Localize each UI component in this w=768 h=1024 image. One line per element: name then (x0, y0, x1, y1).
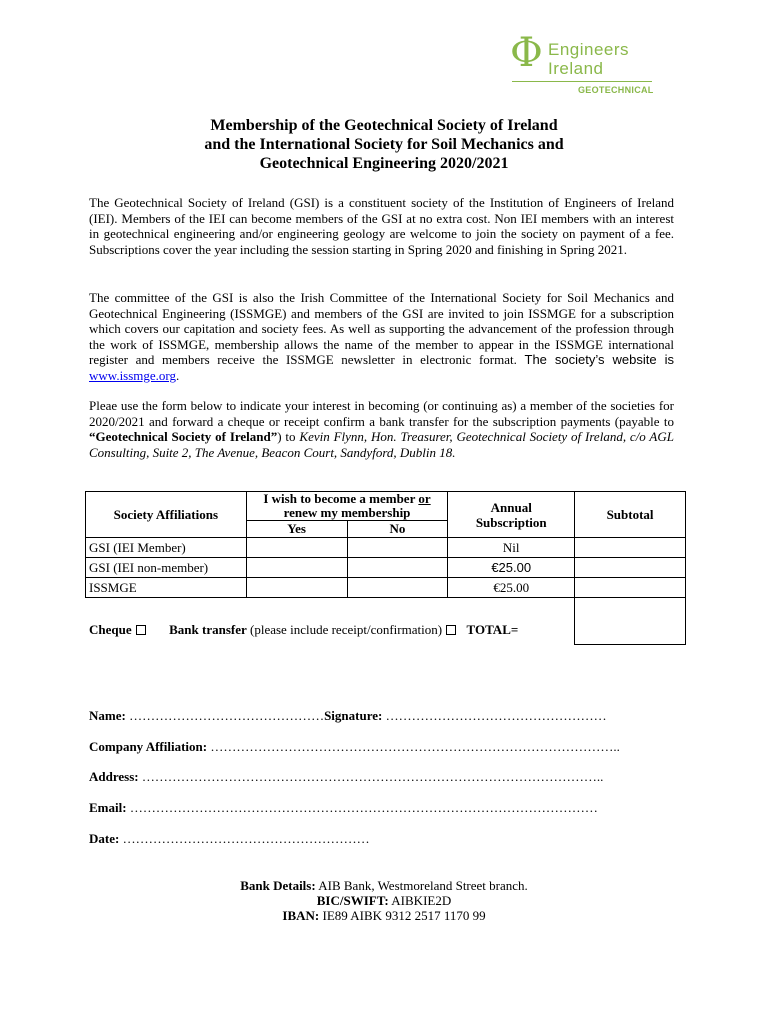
annual-fee: €25.00 (448, 558, 575, 578)
iban-value: IE89 AIBK 9312 2517 1170 99 (322, 908, 486, 923)
affiliation-name: GSI (IEI non-member) (86, 558, 247, 578)
logo-line-2: Ireland (548, 59, 604, 78)
bank-details-label: Bank Details: (240, 878, 316, 893)
title-line-2: and the International Society for Soil Mechanics and (204, 136, 564, 153)
logo-rule (512, 81, 652, 82)
iban-line (89, 908, 679, 923)
col-annual-header (448, 492, 575, 538)
col-wish-header (246, 492, 448, 521)
intro-paragraph: The Geotechnical Society of Ireland (GSI) is a constituent society of the Institution of Engineers of Ireland (IEI). Members of the IEI can become members of the GSI at no extra cost. Non IEI members with an interest in geotechnical engineering and/or engineering geology are welcome to join the society on payment of a fee. Subscriptions cover the year including the session starting in Spring 2020 and finishing in Spring 2021. (89, 195, 674, 257)
website-suffix: . (176, 367, 180, 383)
bic-label: BIC/SWIFT: (316, 893, 389, 908)
company-label: Company Affiliation: (89, 739, 208, 754)
signature-dots: …………………………………………… (385, 708, 607, 723)
date-label: Date: (89, 831, 120, 846)
name-dots: ……………………………………… (129, 708, 325, 723)
bank-transfer-checkbox[interactable] (446, 625, 456, 635)
treasurer-address: Kevin Flynn, Hon. Treasurer, Geotechnical Society of Ireland, c/o AGL Consulting, Suite 2, The Avenue, Beacon Court, Sandyford, Dublin 18. (89, 429, 674, 460)
total-cell[interactable] (575, 598, 686, 645)
table-row (86, 578, 686, 598)
affiliation-name: GSI (IEI Member) (86, 538, 247, 558)
annual-fee: €25.00 (448, 578, 575, 598)
email-dots: ……………………………………………………………………………………………… (129, 800, 598, 815)
affiliation-name: ISSMGE (86, 578, 247, 598)
payee-name: “Geotechnical Society of Ireland” (89, 429, 278, 444)
col-wish-line-2: renew my membership (283, 505, 411, 520)
subtotal-cell[interactable] (575, 538, 686, 558)
website-prefix: The society’s website is (524, 352, 674, 367)
col-no-header: No (347, 521, 448, 538)
title-line-1: Membership of the Geotechnical Society of Ireland (210, 117, 558, 134)
company-field[interactable] (89, 739, 620, 755)
no-cell[interactable] (347, 578, 448, 598)
issmge-paragraph (89, 290, 674, 383)
instructions-paragraph (89, 398, 674, 460)
website-link[interactable]: www.issmge.org (89, 367, 177, 383)
address-label: Address: (89, 769, 139, 784)
bank-transfer-label: Bank transfer (169, 622, 247, 637)
col-annual-line-1: Annual (490, 499, 532, 515)
issmge-paragraph-text: The committee of the GSI is also the Irish Committee of the International Society for Soil Mechanics and Geotechnical Engineering (ISSMGE) and members of the GSI are invited to join ISSMGE for a subscription which covers our capitation and society fees. As well as supporting the advancement of the profession through the work of ISSMGE, membership allows the name of the member to appear in the ISSMGE international register and members receive the ISSMGE newsletter in electronic format. (89, 290, 674, 367)
date-dots: ………………………………………………… (122, 831, 370, 846)
col-annual-line-2: Subscription (475, 514, 547, 530)
engineers-ireland-logo (510, 30, 662, 99)
document-title (100, 116, 668, 173)
date-field[interactable] (89, 831, 370, 847)
col-subtotal-header: Subtotal (575, 492, 686, 538)
subtotal-cell[interactable] (575, 578, 686, 598)
iban-label: IBAN: (282, 908, 320, 923)
yes-cell[interactable] (246, 558, 347, 578)
phi-logo-icon: Φ (510, 30, 543, 76)
subtotal-cell[interactable] (575, 558, 686, 578)
title-line-3: Geotechnical Engineering 2020/2021 (259, 155, 509, 172)
col-yes-header: Yes (246, 521, 347, 538)
col-affiliation-header: Society Affiliations (86, 492, 247, 538)
name-signature-field[interactable] (89, 708, 607, 724)
bank-details-value: AIB Bank, Westmoreland Street branch. (318, 878, 528, 893)
logo-subtitle: GEOTECHNICAL (578, 85, 654, 95)
instructions-to: ) to (277, 429, 296, 444)
cheque-label: Cheque (89, 622, 132, 637)
bic-line (89, 893, 679, 908)
address-dots: …………………………………………………………………………………………….. (141, 769, 604, 784)
col-wish-line-1: I wish to become a member (263, 491, 416, 506)
email-field[interactable] (89, 800, 598, 816)
instructions-text: Pleae use the form below to indicate your interest in becoming (or continuing as) a member of the societies for 2020/2021 and forward a cheque or receipt confirm a bank transfer for the subscription payments (payable to (89, 398, 674, 429)
table-row (86, 538, 686, 558)
name-label: Name: (89, 708, 126, 723)
annual-fee: Nil (448, 538, 575, 558)
logo-line-1: Engineers (548, 40, 630, 59)
no-cell[interactable] (347, 538, 448, 558)
bank-details-line (89, 878, 679, 893)
yes-cell[interactable] (246, 538, 347, 558)
yes-cell[interactable] (246, 578, 347, 598)
cheque-checkbox[interactable] (136, 625, 146, 635)
company-dots: ………………………………………………………………………………….. (210, 739, 620, 754)
total-label: TOTAL= (466, 622, 519, 637)
signature-label: Signature: (324, 708, 383, 723)
col-wish-or: or (418, 491, 431, 506)
email-label: Email: (89, 800, 127, 815)
table-row (86, 558, 686, 578)
bank-transfer-note: (please include receipt/confirmation) (250, 622, 443, 637)
bic-value: AIBKIE2D (391, 893, 452, 908)
payment-method-line (89, 622, 518, 638)
address-field[interactable] (89, 769, 603, 785)
bank-details (89, 878, 679, 923)
no-cell[interactable] (347, 558, 448, 578)
